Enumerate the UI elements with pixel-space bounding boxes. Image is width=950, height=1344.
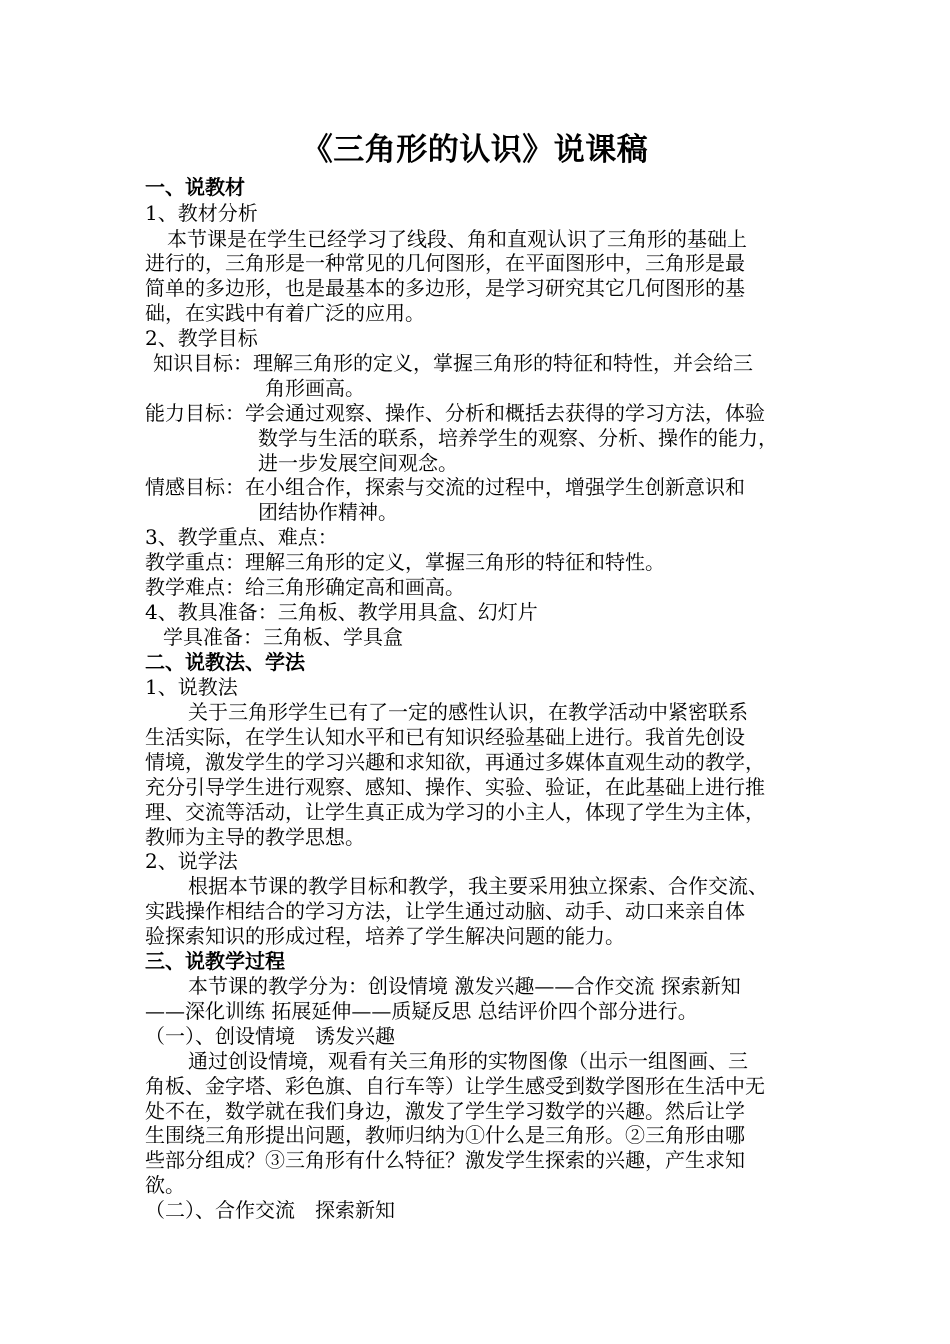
paragraph-line: 教学难点：给三角形确定高和画高。 <box>145 575 465 599</box>
paragraph-line: 进行的，三角形是一种常见的几何图形，在平面图形中，三角形是最 <box>145 251 745 275</box>
subheading-text: 1、教材分析 <box>145 201 258 225</box>
paragraph-line: 情境，激发学生的学习兴趣和求知欲，再通过多媒体直观生动的教学， <box>145 750 765 774</box>
subheading-text: 3、教学重点、难点： <box>145 525 338 549</box>
subheading-text: （二）、合作交流 探索新知 <box>145 1198 395 1222</box>
paragraph-line: 理、交流等活动，让学生真正成为学习的小主人，体现了学生为主体， <box>145 800 765 824</box>
paragraph-line: 数学与生活的联系，培养学生的观察、分析、操作的能力， <box>258 426 778 450</box>
paragraph-line: 充分引导学生进行观察、感知、操作、实验、验证，在此基础上进行推 <box>145 775 765 799</box>
subheading-text: 2、教学目标 <box>145 326 258 350</box>
paragraph-line: 关于三角形学生已有了一定的感性认识，在教学活动中紧密联系 <box>188 700 748 724</box>
paragraph-line: 欲。 <box>145 1173 185 1197</box>
heading-section-2: 二、说教法、学法 <box>145 650 305 674</box>
paragraph-line: 些部分组成？③三角形有什么特征？激发学生探索的兴趣，产生求知 <box>145 1148 745 1172</box>
paragraph-line: 团结协作精神。 <box>258 500 398 524</box>
paragraph-line: 能力目标：学会通过观察、操作、分析和概括去获得的学习方法，体验 <box>145 401 765 425</box>
paragraph-line: 生活实际，在学生认知水平和已有知识经验基础上进行。我首先创设 <box>145 725 745 749</box>
paragraph-line: 4、教具准备：三角板、教学用具盒、幻灯片 <box>145 600 538 624</box>
subheading-text: （一）、创设情境 诱发兴趣 <box>145 1024 395 1048</box>
heading-section-3: 三、说教学过程 <box>145 949 285 973</box>
paragraph-line: 础，在实践中有着广泛的应用。 <box>145 301 425 325</box>
paragraph-line: 本节课是在学生已经学习了线段、角和直观认识了三角形的基础上 <box>167 227 747 251</box>
paragraph-line: 本节课的教学分为：创设情境 激发兴趣——合作交流 探索新知 <box>188 974 741 998</box>
paragraph-line: 进一步发展空间观念。 <box>258 451 458 475</box>
subheading-text: 2、说学法 <box>145 849 238 873</box>
paragraph-line: 情感目标：在小组合作，探索与交流的过程中，增强学生创新意识和 <box>145 475 745 499</box>
paragraph-line: 知识目标：理解三角形的定义，掌握三角形的特征和特性，并会给三 <box>153 351 753 375</box>
document-title: 《三角形的认识》说课稿 <box>301 132 649 168</box>
heading-section-1: 一、说教材 <box>145 175 245 199</box>
subheading-text: 1、说教法 <box>145 675 238 699</box>
paragraph-line: 实践操作相结合的学习方法，让学生通过动脑、动手、动口来亲自体 <box>145 899 745 923</box>
paragraph-line: 简单的多边形，也是最基本的多边形，是学习研究其它几何图形的基 <box>145 276 745 300</box>
paragraph-line: 教学重点：理解三角形的定义，掌握三角形的特征和特性。 <box>145 550 665 574</box>
paragraph-line: 教师为主导的教学思想。 <box>145 825 365 849</box>
paragraph-line: ——深化训练 拓展延伸——质疑反思 总结评价四个部分进行。 <box>145 999 698 1023</box>
paragraph-line: 角形画高。 <box>265 376 365 400</box>
paragraph-line: 角板、金字塔、彩色旗、自行车等）让学生感受到数学图形在生活中无 <box>145 1074 765 1098</box>
paragraph-line: 通过创设情境，观看有关三角形的实物图像（出示一组图画、三 <box>188 1049 748 1073</box>
paragraph-line: 生围绕三角形提出问题，教师归纳为①什么是三角形。②三角形由哪 <box>145 1123 745 1147</box>
paragraph-line: 处不在，数学就在我们身边，激发了学生学习数学的兴趣。然后让学 <box>145 1099 745 1123</box>
paragraph-line: 根据本节课的教学目标和教学，我主要采用独立探索、合作交流、 <box>188 874 768 898</box>
paragraph-line: 学具准备：三角板、学具盒 <box>163 625 403 649</box>
paragraph-line: 验探索知识的形成过程，培养了学生解决问题的能力。 <box>145 924 625 948</box>
